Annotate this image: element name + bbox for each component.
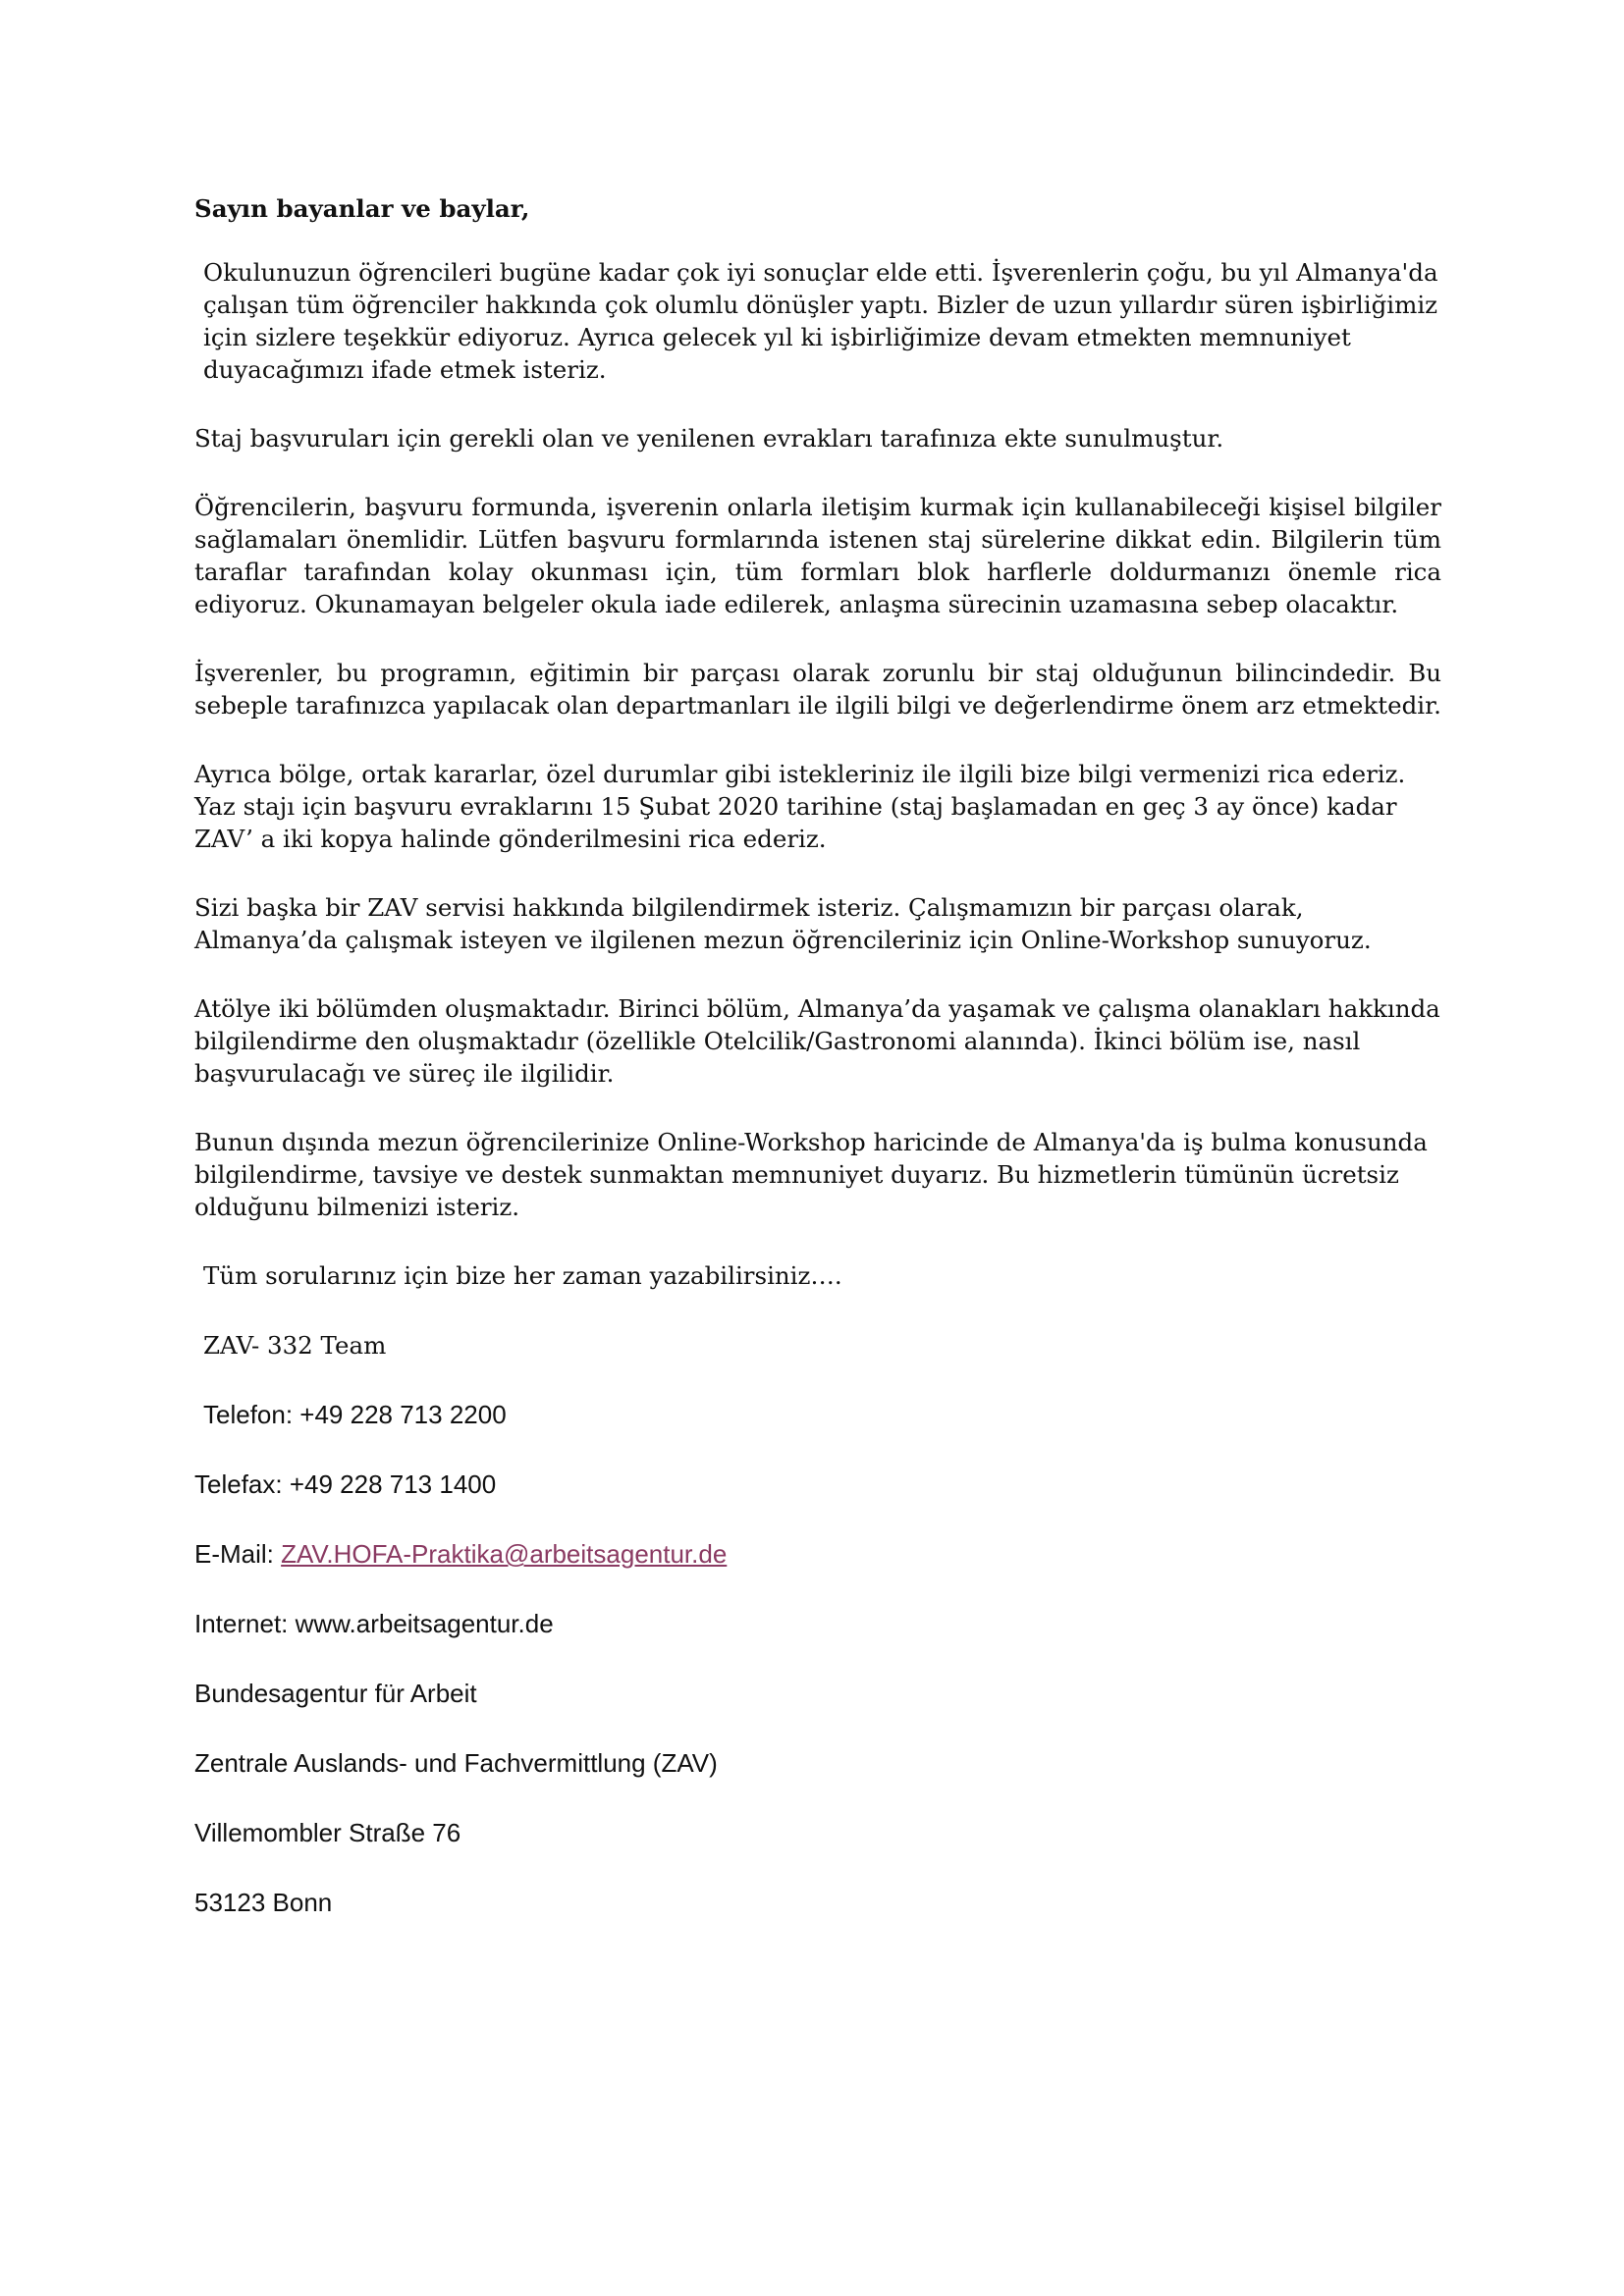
paragraph-services: Bunun dışında mezun öğrencilerinize Online-Workshop haricinde de Almanya'da iş bulma konusunda bilgilendirme, tavsiye ve destek sunmaktan memnuniyet duyarız. Bu hizmetlerin tümünün ücretsiz olduğunu bilmenizi isteriz.: [194, 1128, 1428, 1221]
phone-number: Telefon: +49 228 713 2200: [203, 1400, 507, 1429]
team-name: ZAV- 332 Team: [203, 1331, 387, 1360]
paragraph-questions: Tüm sorularınız için bize her zaman yazabilirsiniz….: [203, 1261, 842, 1290]
letter-page: [194, 192, 1441, 1956]
paragraph-intro: Okulunuzun öğrencileri bugüne kadar çok iyi sonuçlar elde etti. İşverenlerin çoğu, bu yıl Almanya'da çalışan tüm öğrenciler hakkında çok olumlu dönüşler yaptı. Bizler de uzun yıllardır süren işbirliğimiz için sizlere teşekkür ediyoruz. Ayrıca gelecek yıl ki işbirliğimize devam etmekten memnuniyet duyacağımızı ifade etmek isteriz.: [203, 258, 1438, 384]
street-address: Villemombler Straße 76: [194, 1818, 461, 1847]
paragraph-deadline: Ayrıca bölge, ortak kararlar, özel durumlar gibi istekleriniz ile ilgili bize bilgi vermenizi rica ederiz. Yaz stajı için başvuru evraklarını 15 Şubat 2020 tarihine (staj başlamadan en geç 3 ay önce) kadar ZAV’ a iki kopya halinde gönderilmesini rica ederiz.: [194, 760, 1406, 853]
organization-name: Bundesagentur für Arbeit: [194, 1679, 477, 1708]
internet-link[interactable]: www.arbeitsagentur.de: [295, 1609, 554, 1638]
email-link[interactable]: ZAV.HOFA-Praktika@arbeitsagentur.de: [281, 1539, 728, 1569]
dept-line: [194, 1747, 1441, 1817]
city-address: 53123 Bonn: [194, 1888, 333, 1917]
paragraph-employers: İşverenler, bu programın, eğitimin bir parçası olarak zorunlu bir staj olduğunun bilincindedir. Bu sebeple tarafınızca yapılacak olan departmanları ile ilgili bilgi ve değerlendirme önem arz etmektedir.: [194, 659, 1441, 720]
street-line: [194, 1817, 1441, 1887]
internet-label: Internet:: [194, 1609, 296, 1638]
phone-line: [194, 1399, 1441, 1468]
email-line: [194, 1538, 1441, 1608]
fax-number: Telefax: +49 228 713 1400: [194, 1469, 497, 1499]
department-name: Zentrale Auslands- und Fachvermittlung (ZAV): [194, 1748, 718, 1778]
city-line: [194, 1887, 1441, 1956]
paragraph-documents: Staj başvuruları için gerekli olan ve yenilenen evrakları tarafınıza ekte sunulmuştur.: [194, 424, 1224, 453]
team-line: [194, 1329, 1441, 1399]
org-line: [194, 1678, 1441, 1747]
paragraph-form-info: Öğrencilerin, başvuru formunda, işverenin onlarla iletişim kurmak için kullanabileceği kişisel bilgiler sağlamaları önemlidir. Lütfen başvuru formlarında istenen staj sürelerine dikkat edin. Bilgilerin tüm taraflar tarafından kolay okunması için, tüm formları blok harflerle doldurmanızı önemle rica ediyoruz. Okunamayan belgeler okula iade edilerek, anlaşma sürecinin uzamasına sebep olacaktır.: [194, 493, 1441, 618]
paragraph-workshop: Sizi başka bir ZAV servisi hakkında bilgilendirmek isteriz. Çalışmamızın bir parçası olarak, Almanya’da çalışmak isteyen ve ilgilenen mezun öğrencileriniz için Online-Workshop sunuyoruz.: [194, 893, 1372, 954]
paragraph-workshop-parts: Atölye iki bölümden oluşmaktadır. Birinci bölüm, Almanya’da yaşamak ve çalışma olanakları hakkında bilgilendirme den oluşmaktadır (özellikle Otelcilik/Gastronomi alanında). İkinci bölüm ise, nasıl başvurulacağı ve süreç ile ilgilidir.: [194, 994, 1440, 1088]
fax-line: [194, 1468, 1441, 1538]
internet-line: [194, 1608, 1441, 1678]
email-label: E-Mail:: [194, 1539, 282, 1569]
letter-greeting: Sayın bayanlar ve baylar,: [194, 194, 530, 223]
